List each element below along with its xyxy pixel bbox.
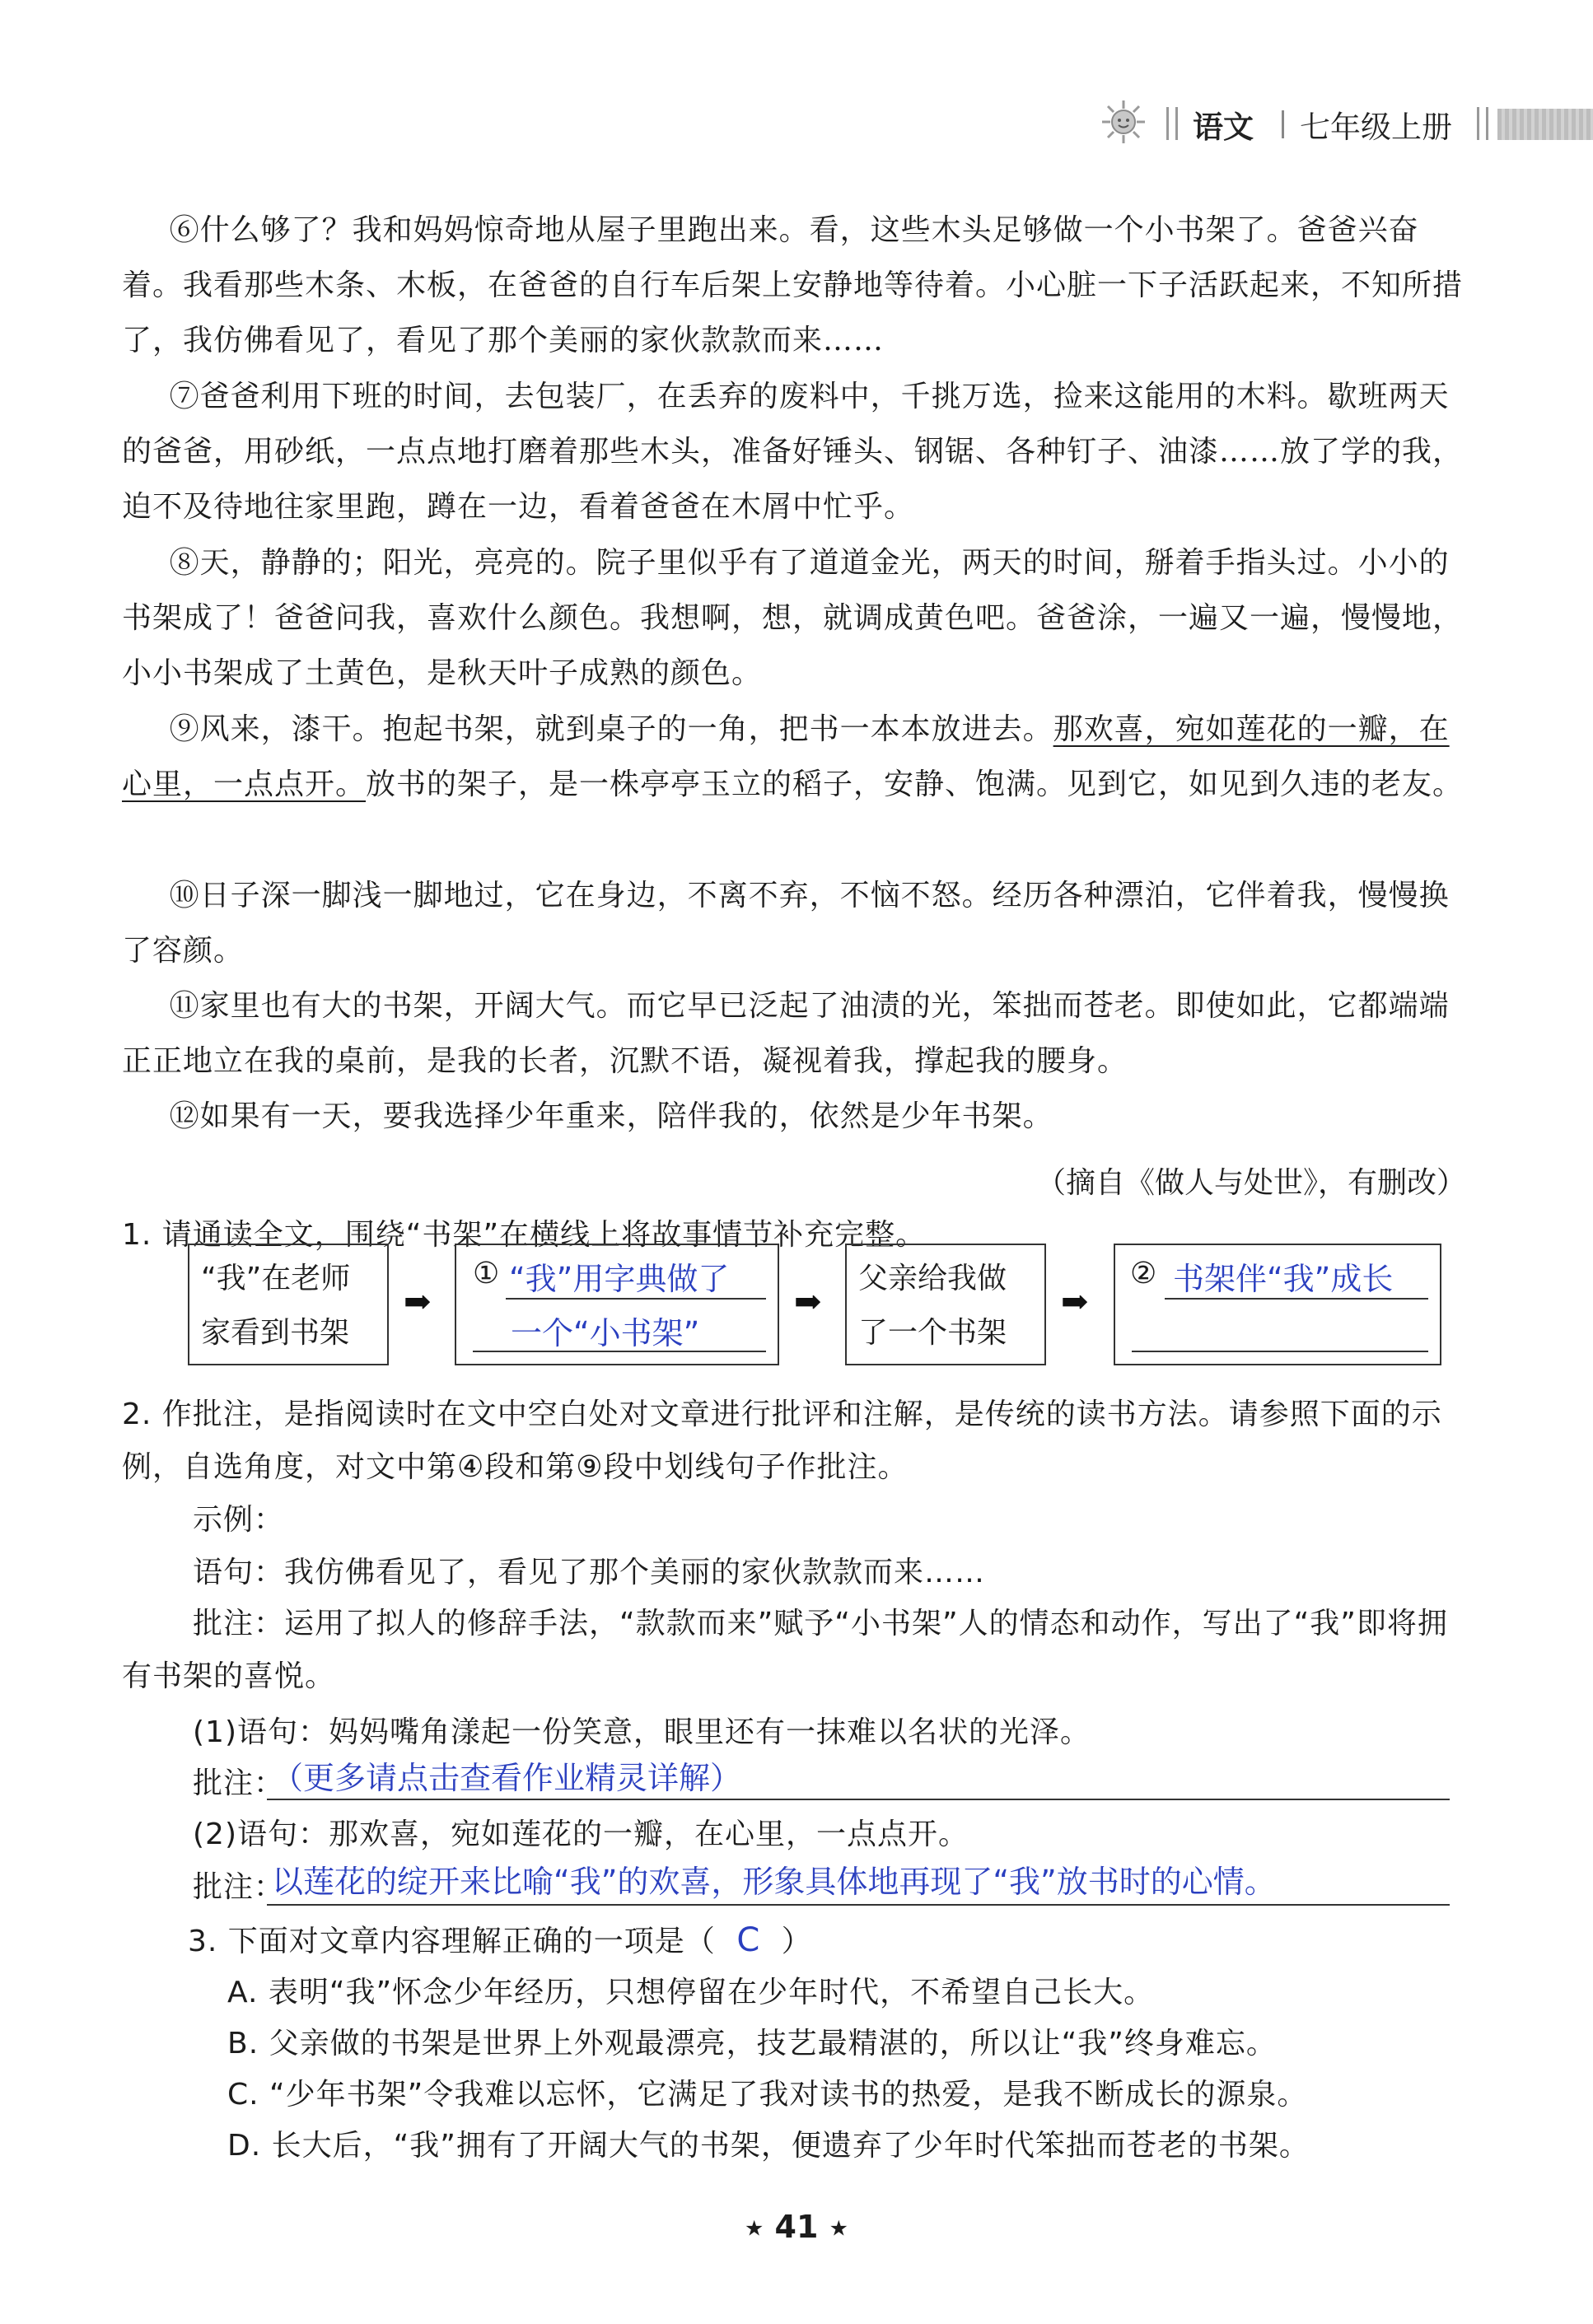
question-1-prompt: 1. 请通读全文，围绕“书架”在横线上将故事情节补充完整。 [122, 1218, 927, 1252]
example-label: 示例： [193, 1503, 285, 1537]
question-3-prompt-before: 3. 下面对文章内容理解正确的一项是（ [188, 1925, 716, 1958]
plot-box-2-answer-line-1: “我”用字典做了 [509, 1261, 730, 1297]
note-2-answer: 以莲花的绽开来比喻“我”的欢喜，形象具体地再现了“我”放书时的心情。 [272, 1864, 1276, 1900]
plot-box-2-answer-line-2: 一个“小书架” [511, 1315, 700, 1351]
source-citation: （摘自《做人与处世》，有删改） [1035, 1166, 1466, 1200]
paragraph-11: ⑪家里也有大的书架，开阔大气。而它早已泛起了油渍的光，笨拙而苍老。即使如此，它都端端正正地立在我的桌前，是我的长者，沉默不语，凝视着我，撑起我的腰身。 [122, 989, 1450, 1078]
plot-box-4-number: ② [1130, 1257, 1157, 1290]
paragraph-10: ⑩日子深一脚浅一脚地过，它在身边，不离不弃，不恼不怒。经历各种漂泊，它伴着我，慢慢换了容颜。 [122, 879, 1450, 968]
plot-box-3-line-1: 父亲给我做 [858, 1262, 1007, 1295]
page-number [0, 2209, 1593, 2245]
paragraph-9-start: ⑨风来，漆干。抱起书架，就到桌子的一角，把书一本本放进去。 [169, 712, 1053, 746]
header-grey-band [1497, 109, 1593, 140]
plot-box-2 [455, 1244, 779, 1365]
option-a: A. 表明“我”怀念少年经历，只想停留在少年时代，不希望自己长大。 [227, 1976, 1155, 2009]
paragraph-7: ⑦爸爸利用下班的时间，去包装厂，在丢弃的废料中，千挑万选，捡来这能用的木料。歇班两天的爸爸，用砂纸，一点点地打磨着那些木头，准备好锤头、钢锯、各种钉子、油漆……放了学的我，迫不及待地往家里跑，蹲在一边，看着爸爸在木屑中忙乎。 [122, 380, 1464, 524]
note-1-answer: （更多请点击查看作业精灵详解） [272, 1760, 742, 1796]
star-icon: ★ [745, 2216, 764, 2242]
answer-blank [1165, 1298, 1428, 1300]
plot-box-3-line-2: 了一个书架 [858, 1316, 1007, 1350]
answer-blank [1132, 1351, 1428, 1352]
plot-box-1-line-1: “我”在老师 [201, 1262, 351, 1295]
paragraph-9-underlined: 那欢喜，宛如莲花的一瓣，在心里，一点点开。 [122, 712, 1450, 801]
header-divider [1282, 110, 1284, 138]
answer-blank [506, 1298, 766, 1300]
option-d: D. 长大后，“我”拥有了开阔大气的书架，便遗弃了少年时代笨拙而苍老的书架。 [227, 2129, 1310, 2163]
header-grade: 七年级上册 [1300, 110, 1452, 145]
sentence-1: (1)语句：妈妈嘴角漾起一份笑意，眼里还有一抹难以名状的光泽。 [193, 1715, 1091, 1749]
answer-blank [473, 1351, 766, 1352]
plot-box-2-number: ① [473, 1257, 500, 1290]
note-2-label: 批注： [193, 1870, 285, 1904]
note-1-label: 批注： [193, 1766, 285, 1800]
page-header [1095, 92, 1593, 155]
example-note: 批注：运用了拟人的修辞手法，“款款而来”赋予“小书架”人的情态和动作，写出了“我”即将拥有书架的喜悦。 [122, 1607, 1448, 1693]
answer-blank [267, 1799, 1450, 1800]
answer-blank [267, 1904, 1450, 1906]
header-divider-bars [1166, 107, 1178, 140]
question-2-prompt: 2. 作批注，是指阅读时在文中空白处对文章进行批评和注解，是传统的读书方法。请参照下面的示例，自选角度，对文中第④段和第⑨段中划线句子作批注。 [122, 1398, 1442, 1484]
arrow-right-icon: ➡ [404, 1283, 432, 1321]
arrow-right-icon: ➡ [1061, 1283, 1089, 1321]
example-sentence: 语句：我仿佛看见了，看见了那个美丽的家伙款款而来…… [193, 1556, 986, 1589]
header-subject: 语文 [1193, 110, 1254, 145]
sun-logo-icon [1100, 99, 1147, 145]
option-b: B. 父亲做的书架是世界上外观最漂亮，技艺最精湛的，所以让“我”终身难忘。 [227, 2027, 1277, 2060]
plot-box-1 [188, 1244, 389, 1365]
question-3-prompt [188, 1916, 812, 1967]
option-c: C. “少年书架”令我难以忘怀，它满足了我对读书的热爱，是我不断成长的源泉。 [227, 2078, 1308, 2112]
sentence-2: (2)语句：那欢喜，宛如莲花的一瓣，在心里，一点点开。 [193, 1818, 969, 1851]
paragraph-12: ⑫如果有一天，要我选择少年重来，陪伴我的，依然是少年书架。 [169, 1099, 1053, 1133]
star-icon: ★ [829, 2216, 848, 2242]
question-3-answer: C [736, 1921, 761, 1959]
paragraph-8: ⑧天，静静的；阳光，亮亮的。院子里似乎有了道道金光，两天的时间，掰着手指头过。小小的书架成了！爸爸问我，喜欢什么颜色。我想啊，想，就调成黄色吧。爸爸涂，一遍又一遍，慢慢地，小小书架成了土黄色，是秋天叶子成熟的颜色。 [122, 546, 1464, 690]
paragraph-9-end: 放书的架子，是一株亭亭玉立的稻子，安静、饱满。见到它，如见到久违的老友。 [366, 768, 1464, 801]
paragraph-6: ⑥什么够了？我和妈妈惊奇地从屋子里跑出来。看，这些木头足够做一个小书架了。爸爸兴奋着。我看那些木条、木板，在爸爸的自行车后架上安静地等待着。小心脏一下子活跃起来，不知所措了，我仿佛看见了，看见了那个美丽的家伙款款而来…… [122, 213, 1464, 357]
page-number-value: 41 [774, 2209, 819, 2245]
plot-box-4 [1114, 1244, 1441, 1365]
question-3-prompt-after: ） [781, 1925, 812, 1958]
plot-box-1-line-2: 家看到书架 [201, 1316, 350, 1350]
arrow-right-icon: ➡ [794, 1283, 822, 1321]
paragraph-9 [122, 702, 1468, 812]
header-divider-bars [1477, 107, 1488, 140]
plot-box-4-answer: 书架伴“我”成长 [1173, 1261, 1394, 1297]
plot-box-3 [845, 1244, 1046, 1365]
